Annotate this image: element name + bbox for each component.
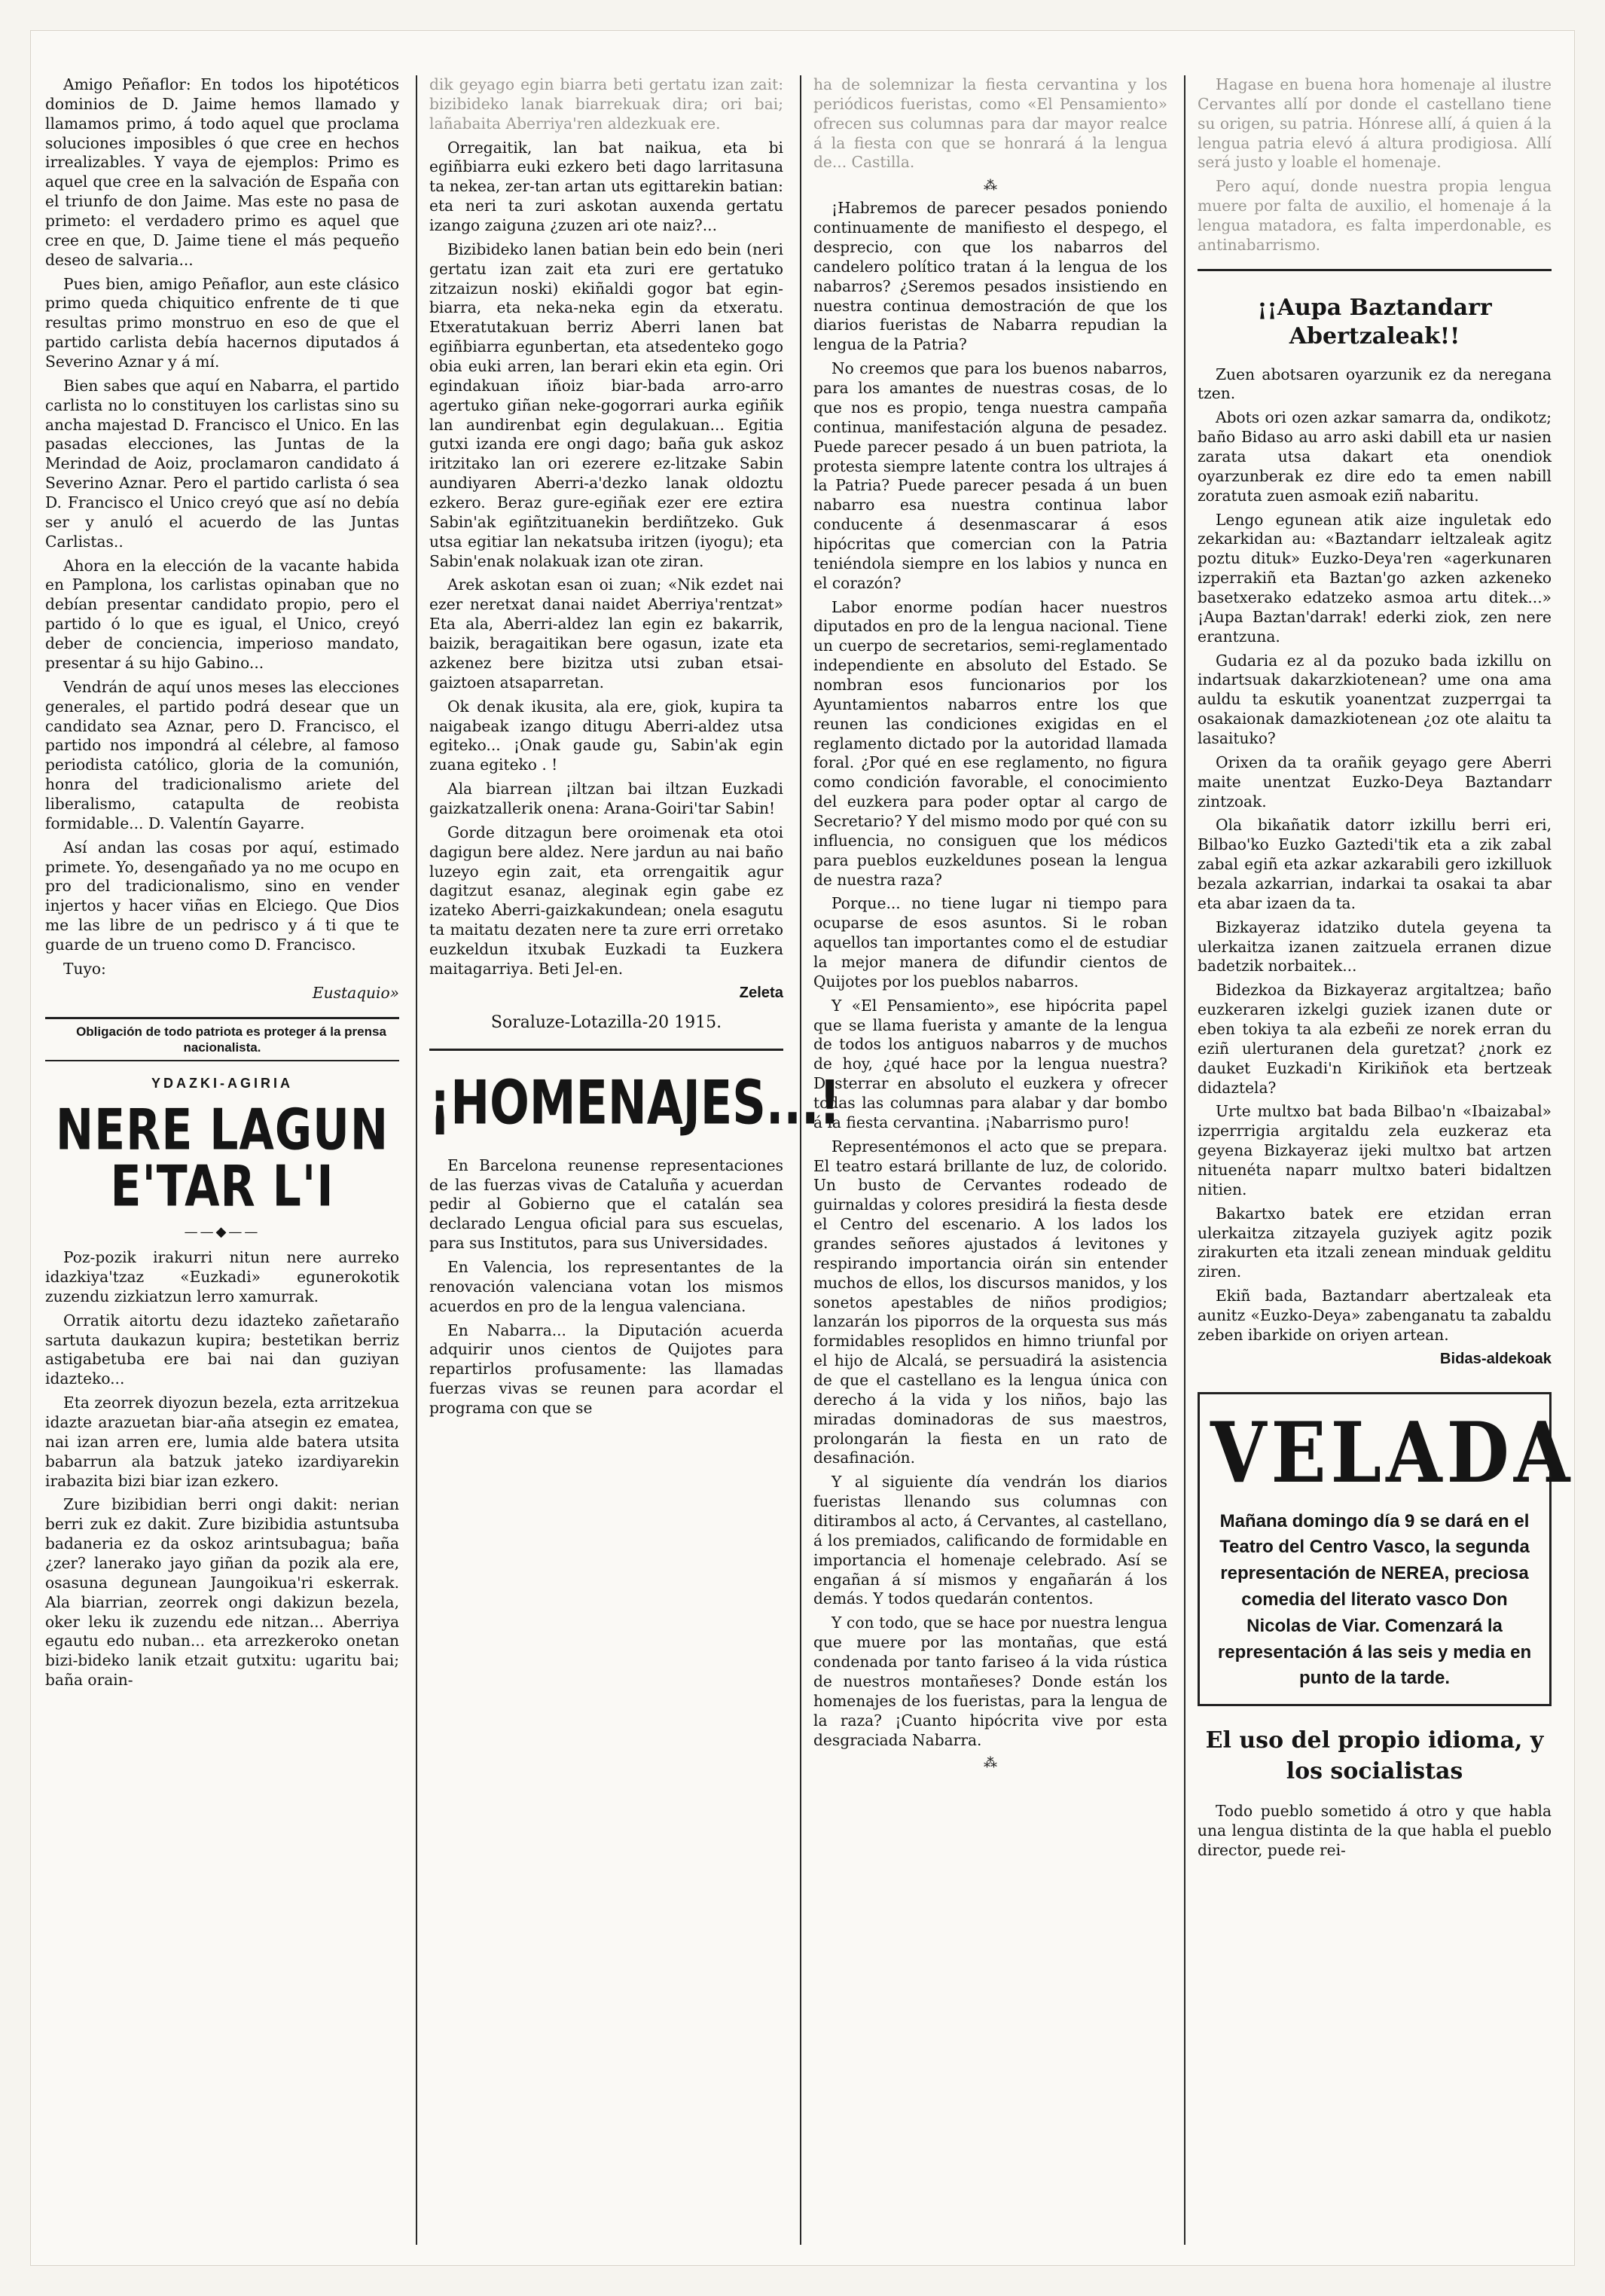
signature: Zeleta xyxy=(739,984,783,1001)
paragraph: En Nabarra... la Diputación acuerda adquirir unos cientos de Quijotes para repartirlos profusamente: las llamadas fuerzas vivas se reunen para acordar el programa con que se xyxy=(429,1321,783,1417)
paragraph: Y con todo, que se hace por nuestra lengua que muere por las montañas, que está condenada por tanto fariseo á la vida rústica de nuestros montañeses? Donde están los homenajes de los fueristas, para la lengua de la raza? ¡Cuanto hipócrita vive por esta desgraciada Nabarra. xyxy=(813,1614,1167,1749)
announcement-text: Mañana domingo día 9 se dará en el Teatro del Centro Vasco, la segunda representación de NEREA, preciosa comedia del literato vasco Don Nicolas de Viar. Comenzará la representación á las seis y media en punto de la tarde. xyxy=(1217,1510,1532,1689)
paragraph: Vendrán de aquí unos meses las elecciones generales, el partido podrá desear que un candidato sea Aznar, pero D. Francisco, el partido nos impondrá al célebre, al famoso periodista católico, gloria de la comunión, honra del tradicionalismo ariete del liberalismo, catapulta de reobista formidable... D. Valentín Gayarre. xyxy=(45,677,399,832)
column-1 xyxy=(45,75,399,2245)
paragraph: Ala biarrean ¡iltzan bai iltzan Euzkadi gaizkatzallerik onena: Arana-Goiri'tar Sabin! xyxy=(429,780,783,817)
paragraph: Y «El Pensamiento», ese hipócrita papel que se llama fuerista y amante de la lengua de todos los antiguos nabarros y de muchos de hoy, ¿qué hace por la lengua nuestra? Desterrar en absoluto el euzkera y ofrecer todas las columnas para alabar y dar bombo á la fiesta cervantina. ¡Nabarrismo puro! xyxy=(813,996,1167,1131)
paragraph: Porque... no tiene lugar ni tiempo para ocuparse de esos asuntos. Si le roban aquellos tan importantes como el de estudiar la mejor manera de difundir cientos de Quijotes por los pueblos nabarros. xyxy=(813,894,1167,991)
article-headline: El uso del propio idioma, y los socialistas xyxy=(1205,1727,1544,1785)
paragraph: Orixen da ta orañik geyago gere Aberri maite unentzat Euzko-Deya Baztandarr zintzoak. xyxy=(1198,753,1552,811)
paragraph: Ekiñ bada, Baztandarr abertzaleak eta aunitz «Euzko-Deya» zabenganatu ta zabaldu zeben ibarkide on oriyen artean. xyxy=(1198,1287,1552,1344)
paragraph: ha de solemnizar la fiesta cervantina y los periódicos fueristas, como «El Pensamiento» ofrecen sus columnas para dar mayor realce á la fiesta con que se honrará á la lengua de... Castilla. xyxy=(813,75,1167,172)
paragraph: Bizkayeraz idatziko dutela geyena ta ulerkaitza izanen zaitzuela erranen dizue badetzik norbaitek... xyxy=(1198,917,1552,975)
article-headline: ¡HOMENAJES...! xyxy=(429,1066,841,1138)
ornament: ——◆—— xyxy=(184,1224,261,1241)
paragraph: Ola bikañatik datorr izkillu berri eri, Bilbao'ko Euzko Gaztedi'tik eta a zik zabal zabal egiñ eta azkar azkarabili gero izkilluok bezala azkarrian, indarkai ta osakai ta abar eta abar izaen da ta. xyxy=(1198,816,1552,912)
paragraph: Orregaitik, lan bat naikua, eta bi egiñbiarra euki ezkero beti dago larritasuna ta nekea, zer-tan artan uts egittarekin batian: eta neri ta zuri askotan auxenda gertatu izango zaiguna ¿zuzen ari ote naiz?... xyxy=(429,138,783,235)
paragraph: dik geyago egin biarra beti gertatu izan zait: bizibideko lanak biarrekuak dira; ori bai; lañabaita Aberriya'ren aldezkuak ere. xyxy=(429,75,783,133)
paragraph: ¡Habremos de parecer pesados poniendo continuamente de manifiesto el despego, el desprecio, con que los nabarros del candelero político tratan á la lengua de los nabarros? ¿Seremos pesados insistiendo en nuestra continua demostración de que los diarios fueristas de Nabarra repudian la lengua de la Patria? xyxy=(813,199,1167,354)
paragraph: Bidezkoa da Bizkayeraz argitaltzea; baño euzkeraren izkelgi guziek izanen dute or eben tokiya ta ala ezbeñi ze norek erran du eziñ ulerturanen dela guretzat? ¿nork ez dauket Euzkadi'n Kirikiñok eta bertzeak didaztela? xyxy=(1198,981,1552,1097)
paragraph: Eta zeorrek diyozun bezela, ezta arritzekua idazte arazuetan biar-aña atsegin ez ematea, nai izan arren ere, lumia alde batera utsita babarrun ala batzuk jateko izardiyarekin irabazita bizi biar izan ezkero. xyxy=(45,1394,399,1490)
paragraph: Tuyo: xyxy=(63,959,106,978)
paragraph: Así andan las cosas por aquí, estimado primete. Yo, desengañado ya no me ocupo en pro del tradicionalismo, sino en vender injertos y hacer viñas en Elciego. Que Dios me las libre de un pedrisco y á ti que te guarde de un trueno como D. Francisco. xyxy=(45,838,399,954)
paragraph: Y al siguiente día vendrán los diarios fueristas llenando sus columnas con ditirambos al acto, á Cervantes, al castellano, á los premiados, calificando de formidable en importancia el homenaje celebrado. Así se engañan á sí mismos y engañarán á los demás. Y todos quedarán contentos. xyxy=(813,1473,1167,1608)
paragraph: Ok denak ikusita, ala ere, giok, kupira ta naigabeak izango ditugu Aberri-aldez utsa egiteko... ¡Onak gaude gu, Sabin'ak egin zuana egiteko . ! xyxy=(429,697,783,774)
announcement-title: VELADA xyxy=(1210,1403,1575,1502)
dateline: Soraluze-Lotazilla-20 1915. xyxy=(490,1012,722,1032)
paragraph: Orratik aitortu dezu idazteko zañetaraño sartuta daukazun kupira; bestetikan berriz astigabetuba ere bai nai dan guziyan idazteko... xyxy=(45,1311,399,1388)
separator-stars: ⁂ xyxy=(984,178,997,194)
paragraph: Representémonos el acto que se prepara. El teatro estará brillante de luz, de colorido. Un busto de Cervantes rodeado de guirnaldas y colores presidirá la fiesta desde el Centro del escenario. A los lados los grandes señores ajustados á levitones y respirando importancia oirán sin entender muchos de ellos, los discursos manidos, y los sonetos apestables de niños prodigios; lanzarán los piporros de la orquesta sus más formidables resoplidos en himno triunfal por el hijo de Alcalá, se persuadirá la asistencia de que el castellano es la lengua única con derecho á la vida y los niños, bajo las miradas dominadoras de sus maestros, prolongarán la fiesta en un rato de desafinación. xyxy=(813,1137,1167,1467)
divider xyxy=(45,1017,399,1019)
paragraph: Poz-pozik irakurri nitun nere aurreko idazkiya'tzaz «Euzkadi» egunerokotik zuzendu zizkiatzun lerro xamurrak. xyxy=(45,1248,399,1305)
paragraph: Labor enorme podían hacer nuestros diputados en pro de la lengua nacional. Tiene un cuerpo de secretarios, semi-reglamentado independiente en absoluto del Estado. Se nombran esos funcionarios por los Ayuntamientos nabarros entre los que reunen las condiciones exigidas en el reglamento dictado por la autoridad llamada foral. ¿Por qué en ese reglamento, no figura como condición favorable, el conocimiento del euzkera para poder optar al cargo de Secretario? Y del mismo modo por qué con su influencia, no consiguen que los médicos para pueblos euzkeldunes posean la lengua de nuestra raza? xyxy=(813,597,1167,889)
column-rule xyxy=(416,75,417,2245)
velada-announcement xyxy=(1198,1392,1575,1707)
paragraph: Gorde ditzagun bere oroimenak eta otoi dagigun bere aldez. Nere jardun au nai baño luzeyo egin zait, eta orrengaitik agur dagitzut esanaz, aleginak egin gabe ez izateko Aberri-gaizkakundean; onela esagutu ta maitatu dezaten nere ta zure erri orretako euzkeldun itxubak Euzkadi ta Euzkera maitagarriya. Beti Jel-en. xyxy=(429,823,783,978)
paragraph: Arek askotan esan oi zuan; «Nik ezdet nai ezer neretxat danai naidet Aberriya'rentzat» Eta ala, Aberri-aldez lan egin ez bakarrik, baizik, beragaitikan bere ogasun, izate eta azkenez bere bizitza utsi zuban etsai-gaiztoen atsaparretan. xyxy=(429,576,783,692)
newspaper-page xyxy=(30,30,1575,2266)
paragraph: Urte multxo bat bada Bilbao'n «Ibaizabal» izperrrigia argitaldu zela euzkeraz eta geyena Bizkayeraz ijeki multxo bat artzen nituenéta naparr multxo bateri bidaltzen nitien. xyxy=(1198,1102,1552,1198)
signature: Bidas-aldekoak xyxy=(1439,1350,1552,1367)
paragraph: Lengo egunean atik aize inguletak edo zekarkidan au: «Baztandarr ieltzaleak agitz poztu dituk» Euzko-Deya'ren «agerkunaren izperrakiñ eta Baztan'go azken azkeneko basetxerako edatzeko asmoa artu ditek...» ¡Aupa Baztan'darrak! ederki ziok, zen nere erantzuna. xyxy=(1198,510,1552,646)
divider xyxy=(1198,269,1552,271)
divider xyxy=(429,1049,783,1051)
article-headline: ¡¡Aupa Baztandarr Abertzaleak!! xyxy=(1257,294,1492,350)
paragraph: Pues bien, amigo Peñaflor, aun este clásico primo queda chiquitico enfrente de ti que resultas primo monstruo en eso de que el partido carlista debía hacernos diputados á Severino Aznar y á mí. xyxy=(45,274,399,371)
divider xyxy=(45,1060,399,1061)
paragraph: En Barcelona reunense representaciones de las fuerzas vivas de Cataluña y acuerdan pedir al Gobierno que el catalán sea declarado Lengua oficial para sus escuelas, para sus Institutos, para sus Universidades. xyxy=(429,1156,783,1253)
article-headline: NERE LAGUN E'TAR L'I xyxy=(55,1097,389,1220)
paragraph: Zuen abotsaren oyarzunik ez da neregana tzen. xyxy=(1198,365,1552,403)
paragraph: Bakartxo batek ere etzidan erran ulerkaitza zitzayela guziyek agitz pozik zirakurten eta itzali zenean minduak gelditu ziren. xyxy=(1198,1204,1552,1281)
paragraph: Abots ori ozen azkar samarra da, ondikotz; baño Bidaso au arro aski dabill eta ur nasien zarata utsa dakart eta onendiok oyarzunberak ez dire edo ta emen nabill zoratuta zuen asmoak eziñ nabaritu. xyxy=(1198,408,1552,505)
paragraph: Zure bizibidian berri ongi dakit: nerian berri zuk ez dakit. Zure bizibidia astuntsuba badaneria ez da oskoz arintsubagua; baña ¿zer? lanerako jayo giñan da pozik ala ere, osasuna degunean Jaungoikua'ri eskerrak. Ala biarrian, zeorrek ongi dakizun bezela, oker leku ik zuzendu ede nitzan... Aberriya egautu edo nuban... eta arrezkeroko onetan bizi-bideko lanik etzait gutxitu: ugaritu bai; baña orain- xyxy=(45,1495,399,1690)
separator-stars: ⁂ xyxy=(984,1755,997,1772)
paragraph: Bizibideko lanen batian bein edo bein (neri gertatu izan zait eta zuri ere gertatuko zitzaizun noski) ekiñaldi gogor bat egin-biarra, eta neka-neka egin da etxeratu. Etxeratutakuan berriz Aberri lanen bat egiñbiarra egunbertan, eta atsedenteko gogo obia euki arren, lan berari ekin eta egin. Ori egindakuan iñoiz biar-bada arro-arro agertuko giñan neke-gogorrari aurka egiñik lan aundirenbat egin degulakuan... Egitia gutxi izanda ere ongi dago; baña guk askoz iritzitako lan ori ezerere ez-litzake Sabin aundiyaren Aberri-a'dezko lanak oldoztu ezkero. Beraz gure-egiñak ezer ere eztira Sabin'ak egiñtzituanekin berdiñtzeko. Guk utsa egitiar lan nekatsuba iritzen (iyogu); eta Sabin'enak nolakuak izan ote ziran. xyxy=(429,240,783,570)
paragraph: No creemos que para los buenos nabarros, para los amantes de nuestras cosas, de lo que nos es propio, tenga nuestra campaña continua, manifestación alguna de pesadez. Puede parecer pesado á un buen patriota, la protesta siempre latente contra los ultrajes á la Patria? Puede parecer pesada á un buen nabarro esa nuestra continua labor conducente á desenmascarar á esos hipócritas que comercian con la Patria teniéndola siempre en los labios y nunca en el corazón? xyxy=(813,359,1167,592)
section-kicker: YDAZKI-AGIRIA xyxy=(151,1076,293,1092)
paragraph: Bien sabes que aquí en Nabarra, el partido carlista no lo constituyen los carlistas sino su ancha majestad D. Francisco el Unico. En las pasadas elecciones, las Juntas de la Merindad de Aoiz, proclamaron candidato á Severino Aznar. Pero el partido carlista ó sea D. Francisco el Unico creyó que así no debía ser y anuló el acuerdo de las Juntas Carlistas.. xyxy=(45,376,399,551)
paragraph: Gudaria ez al da pozuko bada izkillu on indartsuak dakarzkiotenean? ume ona ama auldu ta eskutik yoanentzat zuzperrgai ta osakaionak damazkiotenean ¿oz ote alaitu ta lasaituko? xyxy=(1198,651,1552,747)
paragraph: Ahora en la elección de la vacante habida en Pamplona, los carlistas opinaban que no debían presentar candidato propio, pero el partido ó lo que es igual, el Unico, creyó deber de conciencia, imperioso mandato, presentar á su hijo Gabino... xyxy=(45,556,399,672)
column-rule xyxy=(800,75,801,2245)
column-rule xyxy=(1184,75,1185,2245)
paragraph: En Valencia, los representantes de la renovación valenciana votan los mismos acuerdos en pro de la lengua valenciana. xyxy=(429,1257,783,1315)
column-4 xyxy=(1198,75,1575,2245)
paragraph: Amigo Peñaflor: En todos los hipotéticos dominios de D. Jaime hemos llamado y llamamos primo, á todo aquel que proclama soluciones imposibles ó que cree en hechos irrealizables. Y vaya de ejemplos: Primo es aquel que cree en la salvación de España con el triunfo de don Jaime. Mas este no pasa de primeto: el verdadero primo es aquel que cree en que, D. Jaime tiene el más pequeño deseo de salvaria... xyxy=(45,75,399,269)
paragraph: Hagase en buena hora homenaje al ilustre Cervantes allí por donde el castellano tiene su origen, su patria. Hónrese allí, á quien á la lengua patria elevó á altura prodigiosa. Allí será justo y loable el homenaje. xyxy=(1198,75,1552,172)
column-2 xyxy=(429,75,841,2245)
signature: Eustaquio» xyxy=(312,983,399,1002)
notice-banner: Obligación de todo patriota es proteger á la prensa nacionalista. xyxy=(76,1024,386,1055)
column-3 xyxy=(813,75,1167,2245)
paragraph: Pero aquí, donde nuestra propia lengua muere por falta de auxilio, el homenaje á la lengua matadora, es falta imperdonable, es antinabarrismo. xyxy=(1198,177,1552,254)
paragraph: Todo pueblo sometido á otro y que habla una lengua distinta de la que habla el pueblo director, puede rei- xyxy=(1198,1802,1552,1859)
